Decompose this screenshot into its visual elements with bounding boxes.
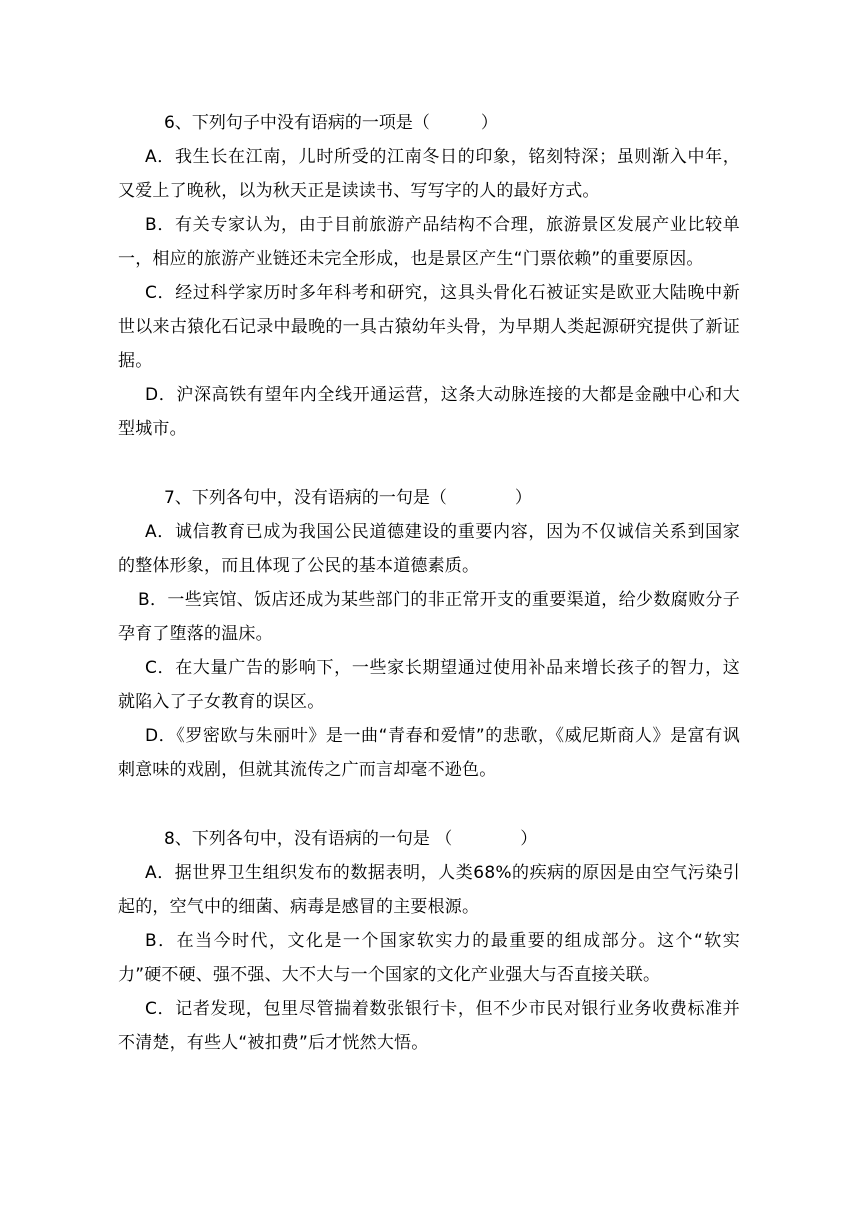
question-stem: 7、下列各句中，没有语病的一句是（ ）: [164, 488, 532, 508]
question-stem: 8、下列各句中，没有语病的一句是 （ ）: [164, 829, 538, 849]
option-b: B．有关专家认为，由于目前旅游产品结构不合理，旅游景区发展产业比较单一，相应的旅游产业链还未完全形成，也是景区产生“门票依赖”的重要原因。: [118, 215, 740, 269]
option-c: C．记者发现，包里尽管揣着数张银行卡，但不少市民对银行业务收费标准并不清楚，有些人“被扣费”后才恍然大悟。: [118, 999, 740, 1053]
question-stem: 6、下列句子中没有语病的一项是（ ）: [164, 113, 498, 133]
option-c: C．在大量广告的影响下，一些家长期望通过使用补品来增长孩子的智力，这就陷入了子女教育的误区。: [118, 658, 740, 712]
option-d: D．《罗密欧与朱丽叶》是一曲“青春和爱情”的悲歌，《威尼斯商人》是富有讽刺意味的戏剧，但就其流传之广而言却毫不逊色。: [118, 726, 740, 780]
option-a: A．我生长在江南，儿时所受的江南冬日的印象，铭刻特深；虽则渐入中年，又爱上了晚秋，以为秋天正是读读书、写写字的人的最好方式。: [118, 147, 740, 201]
option-a: A．据世界卫生组织发布的数据表明，人类68%的疾病的原因是由空气污染引起的，空气中的细菌、病毒是感冒的主要根源。: [118, 863, 740, 917]
option-b: B．在当今时代，文化是一个国家软实力的最重要的组成部分。这个“软实力”硬不硬、强不强、大不大与一个国家的文化产业强大与否直接关联。: [118, 931, 740, 985]
option-a: A．诚信教育已成为我国公民道德建设的重要内容，因为不仅诚信关系到国家的整体形象，而且体现了公民的基本道德素质。: [118, 522, 740, 576]
option-c: C．经过科学家历时多年科考和研究，这具头骨化石被证实是欧亚大陆晚中新世以来古猿化石记录中最晚的一具古猿幼年头骨，为早期人类起源研究提供了新证据。: [118, 283, 740, 371]
question-6: [118, 106, 740, 446]
question-8: [118, 822, 740, 1060]
option-b: B．一些宾馆、饭店还成为某些部门的非正常开支的重要渠道，给少数腐败分子孕育了堕落的温床。: [118, 590, 740, 644]
question-content: [118, 106, 740, 1060]
question-7: [118, 481, 740, 787]
option-d: D．沪深高铁有望年内全线开通运营，这条大动脉连接的大都是金融中心和大型城市。: [118, 385, 740, 439]
